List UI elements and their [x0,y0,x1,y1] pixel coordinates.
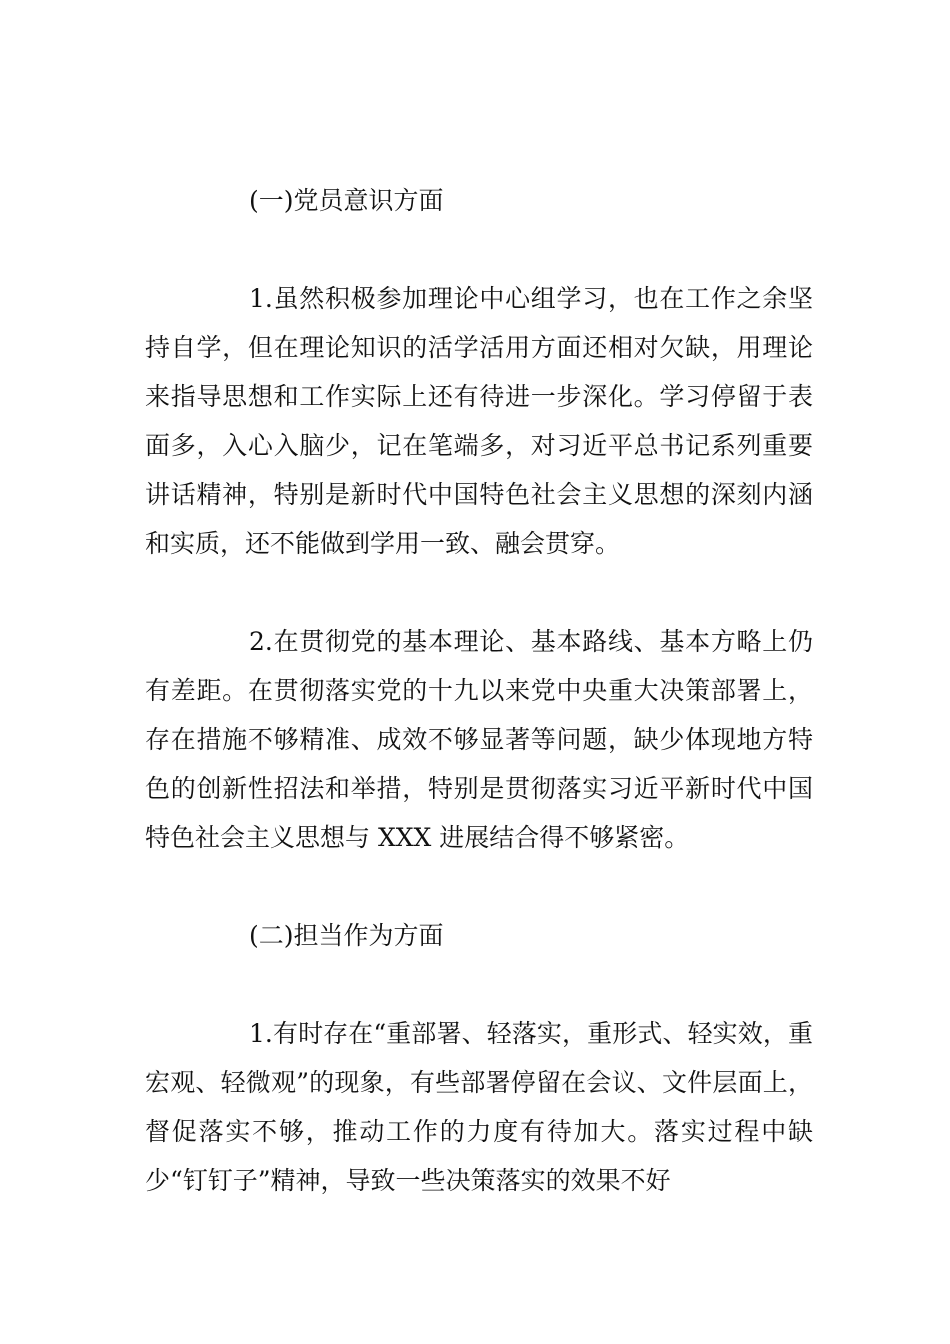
paragraph-spacer [145,225,813,274]
paragraph-implementation: 1.有时存在“重部署、轻落实，重形式、轻实效，重宏观、轻微观”的现象，有些部署停留在会议、文件层面上，督促落实不够，推动工作的力度有待加大。落实过程中缺少“钉钉子”精神，导致一些决策落实的效果不好 [145,1019,813,1195]
paragraph-spacer [145,862,813,911]
paragraph-spacer [145,568,813,617]
section-heading-party-awareness: (一)党员意识方面 [249,186,444,215]
paragraph-spacer [145,960,813,1009]
paragraph-theory-study: 1.虽然积极参加理论中心组学习，也在工作之余坚持自学，但在理论知识的活学活用方面还相对欠缺，用理论来指导思想和工作实际上还有待进一步深化。学习停留于表面多，入心入脑少，记在笔端多，对习近平总书记系列重要讲话精神，特别是新时代中国特色社会主义思想的深刻内涵和实质，还不能做到学用一致、融会贯穿。 [145,284,813,558]
section-heading-responsibility: (二)担当作为方面 [249,921,444,950]
paragraph-basic-line: 2.在贯彻党的基本理论、基本路线、基本方略上仍有差距。在贯彻落实党的十九以来党中央重大决策部署上，存在措施不够精准、成效不够显著等问题，缺少体现地方特色的创新性招法和举措，特别是贯彻落实习近平新时代中国特色社会主义思想与 XXX 进展结合得不够紧密。 [145,627,813,852]
document-body [145,176,813,1205]
